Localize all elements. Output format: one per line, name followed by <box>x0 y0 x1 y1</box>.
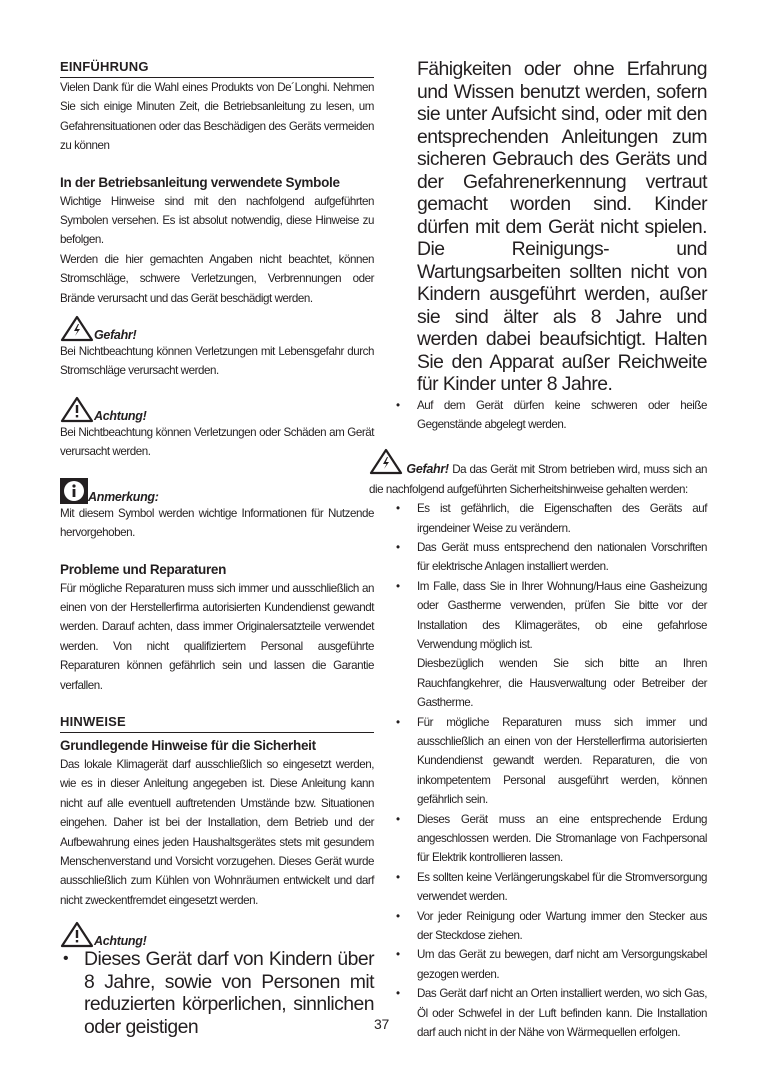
caution-label: Achtung! <box>94 408 147 423</box>
danger-heading <box>60 314 374 342</box>
danger-block <box>369 448 707 499</box>
danger-label: Gefahr! <box>94 328 137 343</box>
list-item <box>60 948 374 1038</box>
symbols-text-2: Werden die hier gemachten Angaben nicht beachtet, können Stromschläge, schwere Verletzungen, Verbrennungen oder Brände verursacht und das Gerät beschädigt werden. <box>60 252 374 305</box>
safety-bullet: Vor jeder Reinigung oder Wartung immer den Stecker aus der Steckdose ziehen. <box>417 909 707 943</box>
electric-hazard-triangle-icon <box>369 448 403 475</box>
list-item <box>393 984 707 1042</box>
bullet-icon: • <box>396 987 401 1001</box>
safety-bullet: Für mögliche Reparaturen muss sich immer und ausschließlich an einen von der Herstellerfirma autorisierten Kundendienst gewandt werden. Reparaturen, die von inkompetentem Personal ausgeführt werden, können gefährlich sein. <box>417 715 707 807</box>
list-item <box>393 810 707 868</box>
repairs-text: Für mögliche Reparaturen muss sich immer und ausschließlich an einen von der Herstellerfirma autorisierten Kundendienst gewandt werden. Darauf achten, dass immer Originalersatzteile verwendet werden. Von nicht qualifiziertem Personal ausgeführte Reparaturen können gefährlich sein und lassen die Garantie verfallen. <box>60 581 374 692</box>
bullet-icon: • <box>396 870 401 884</box>
danger-text: Bei Nichtbeachtung können Verletzungen mit Lebensgefahr durch Stromschläge verursacht werden. <box>60 345 374 378</box>
safety-bullet: Das Gerät darf nicht an Orten installiert werden, wo sich Gas, Öl oder Schwefel in der Luft befinden kann. Die Installation darf auch nicht in der Nähe von Wärmequellen erfolgen. <box>417 987 707 1040</box>
section-title-introduction: EINFÜHRUNG <box>60 58 374 78</box>
caution-heading <box>60 395 374 423</box>
list-item <box>393 577 707 713</box>
safety-bullet: Das Gerät muss entsprechend den nationalen Vorschriften für elektrische Anlagen installiert werden. <box>417 540 707 574</box>
info-icon <box>60 478 88 504</box>
caution-heading-2 <box>60 920 374 948</box>
subsection-title-safety: Grundlegende Hinweise für die Sicherheit <box>60 737 316 753</box>
danger-text: Da das Gerät mit Strom betrieben wird, muss sich an die nachfolgend aufgeführten Sicherheitshinweise gehalten werden: <box>369 463 707 496</box>
list-item <box>393 58 707 396</box>
section-title-notes: HINWEISE <box>60 713 374 733</box>
note-heading <box>60 476 374 504</box>
safety-bullet: Um das Gerät zu bewegen, darf nicht am Versorgungskabel gezogen werden. <box>417 948 707 981</box>
list-item <box>393 396 707 435</box>
bullet-icon: • <box>396 579 401 593</box>
bullet-icon: • <box>63 950 69 968</box>
intro-text: Vielen Dank für die Wahl eines Produkts von De´Longhi. Nehmen Sie sich einige Minuten Zeit, die Betriebsanleitung zu lesen, um Gefahrensituationen oder das Beschädigen des Geräts vermeiden zu können <box>60 81 374 153</box>
note-label: Anmerkung: <box>88 489 159 504</box>
safety-bullet: Es sollten keine Verlängerungskabel für die Stromversorgung verwendet werden. <box>417 870 707 904</box>
page-number: 37 <box>374 1016 389 1032</box>
subsection-title-repairs: Probleme und Reparaturen <box>60 561 227 577</box>
safety-text: Das lokale Klimagerät darf ausschließlich so eingesetzt werden, wie es in dieser Anleitung angegeben ist. Diese Anleitung kann nicht auf alle eventuell auftretenden Umstände bzw. Situationen eingehen. Daher ist bei der Installation, dem Betrieb und der Aufbewahrung eines jeden Haushaltsgerätes stets mit gesundem Menschenverstand und Vorsicht vorzugehen. Dieses Gerät wurde ausschließlich zum Kühlen von Wohnräumen entwickelt und darf nicht zweckentfremdet eingesetzt werden. <box>60 757 374 907</box>
warning-triangle-icon <box>60 396 94 423</box>
list-item <box>393 538 707 577</box>
safety-bullet: Es ist gefährlich, die Eigenschaften des Geräts auf irgendeiner Weise zu verändern. <box>417 502 707 535</box>
list-item <box>393 945 707 984</box>
note-text: Mit diesem Symbol werden wichtige Informationen für Nutzende hervorgehoben. <box>60 506 374 540</box>
bullet-icon: • <box>396 909 401 923</box>
gas-note: Diesbezüglich wenden Sie sich bitte an Ihren Rauchfangkehrer, die Hausverwaltung oder Betreiber der Gastherme. <box>417 657 707 710</box>
warning-triangle-icon <box>60 921 94 948</box>
list-item <box>393 499 707 538</box>
symbols-text-1: Wichtige Hinweise sind mit den nachfolgend aufgeführten Symbolen versehen. Es ist absolut notwendig, diese Hinweise zu befolgen. <box>60 194 374 247</box>
hot-objects-warning: Auf dem Gerät dürfen keine schweren oder heiße Gegenstände abgelegt werden. <box>417 398 707 431</box>
safety-bullet: Dieses Gerät muss an eine entsprechende Erdung angeschlossen werden. Die Stromanlage von Fachpersonal für Elektrik kontrollieren lassen. <box>417 812 707 865</box>
children-warning-start: Dieses Gerät darf von Kindern über 8 Jahre, sowie von Personen mit reduzierten körperlichen, sinnlichen oder geistigen <box>84 948 374 1038</box>
safety-bullet: Im Falle, dass Sie in Ihrer Wohnung/Haus eine Gasheizung oder Gastherme verwenden, prüfen Sie bitte vor der Installation des Klimagerätes, ob eine gefahrlose Verwendung möglich ist. <box>417 579 707 651</box>
list-item <box>393 868 707 907</box>
left-column <box>60 58 374 1038</box>
bullet-icon: • <box>396 812 401 826</box>
bullet-icon: • <box>396 540 401 554</box>
bullet-icon: • <box>396 502 401 516</box>
list-item <box>393 907 707 946</box>
bullet-icon: • <box>396 715 401 729</box>
list-item <box>393 713 707 810</box>
caution-text: Bei Nichtbeachtung können Verletzungen oder Schäden am Gerät verursacht werden. <box>60 425 374 459</box>
caution-label-2: Achtung! <box>94 934 147 949</box>
bullet-icon: • <box>396 398 401 412</box>
danger-label: Gefahr! <box>406 462 449 477</box>
electric-hazard-triangle-icon <box>60 315 94 342</box>
children-warning-continued: Fähigkeiten oder ohne Erfahrung und Wissen benutzt werden, sofern sie unter Aufsicht sind, oder mit den entsprechenden Anleitungen zum sicheren Gebrauch des Geräts und der Gefahrenerkennung vertraut gemacht worden sind. Kinder dürfen mit dem Gerät nicht spielen. Die Reinigungs- und Wartungsarbeiten sollten nicht von Kindern ausgeführt werden, außer sie sind älter als 8 Jahre und werden dabei beaufsichtigt. Halten Sie den Apparat außer Reichweite für Kinder unter 8 Jahre. <box>417 58 707 395</box>
subsection-title-symbols: In der Betriebsanleitung verwendete Symbole <box>60 174 340 190</box>
bullet-icon: • <box>396 948 401 962</box>
danger-paragraph <box>369 448 707 499</box>
